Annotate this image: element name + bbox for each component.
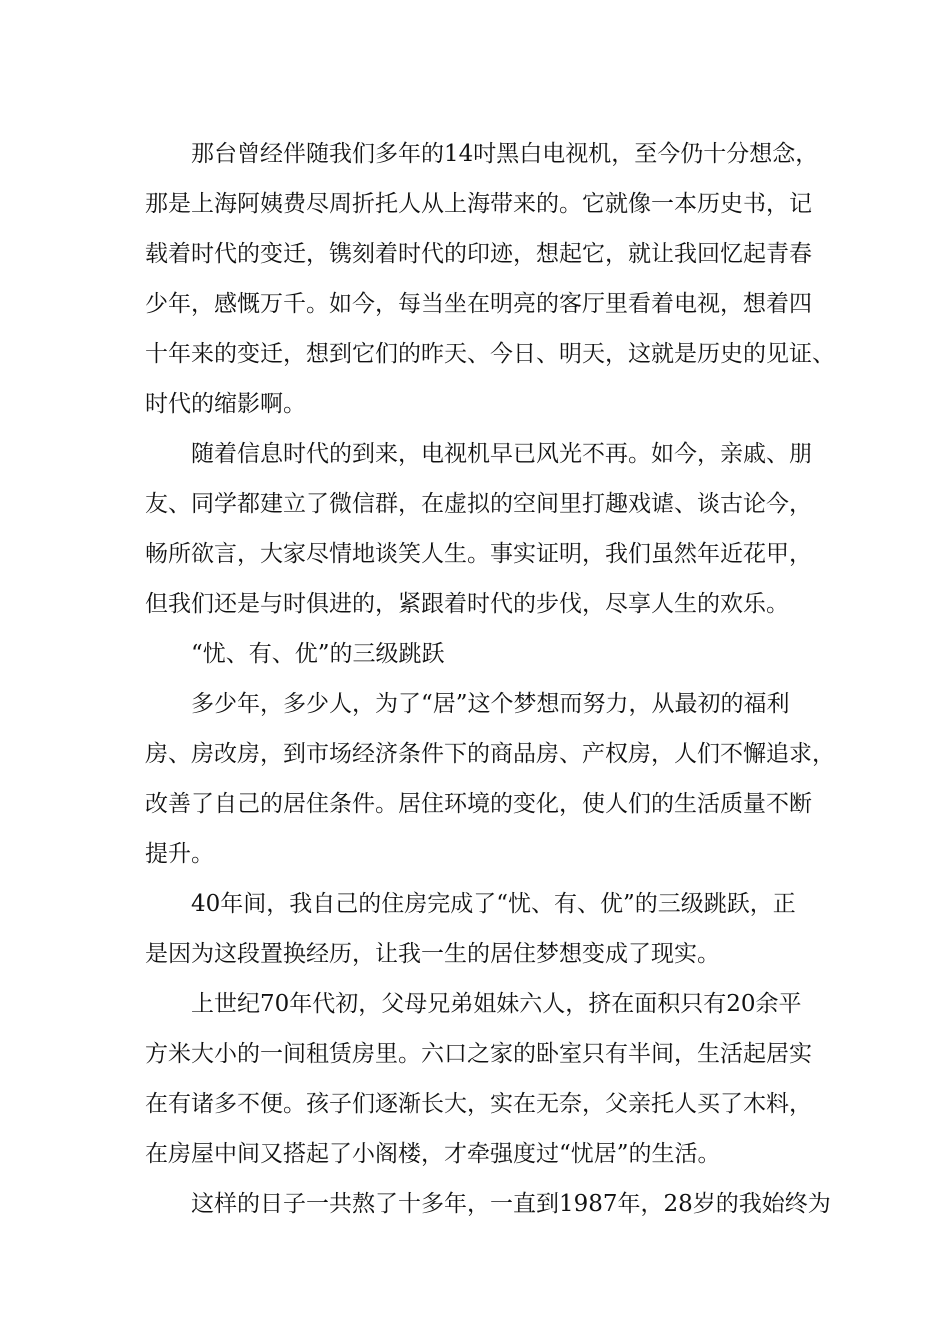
text-line: 但我们还是与时俱进的，紧跟着时代的步伐，尽享人生的欢乐。 [145, 591, 789, 617]
paragraph [145, 679, 835, 879]
text-line: 40年间，我自己的住房完成了“忧、有、优”的三级跳跃，正 [191, 891, 796, 917]
text-line: 是因为这段置换经历，让我一生的居住梦想变成了现实。 [145, 941, 720, 967]
text-line: 那台曾经伴随我们多年的14吋黑白电视机，至今仍十分想念， [191, 141, 819, 167]
section-heading [145, 629, 835, 679]
text-line: 这样的日子一共熬了十多年，一直到1987年，28岁的我始终为 [191, 1191, 831, 1217]
paragraph [145, 129, 835, 429]
text-line: 改善了自己的居住条件。居住环境的变化，使人们的生活质量不断 [145, 791, 812, 817]
paragraph [145, 1179, 835, 1229]
text-line: 方米大小的一间租赁房里。六口之家的卧室只有半间，生活起居实 [145, 1041, 812, 1067]
text-line: 少年，感慨万千。如今，每当坐在明亮的客厅里看着电视，想着四 [145, 291, 812, 317]
text-line: 友、同学都建立了微信群，在虚拟的空间里打趣戏谑、谈古论今， [145, 491, 812, 517]
paragraph [145, 429, 835, 629]
text-line: 房、房改房，到市场经济条件下的商品房、产权房，人们不懈追求， [145, 741, 835, 767]
paragraph [145, 979, 835, 1179]
paragraph [145, 879, 835, 979]
text-line: 十年来的变迁，想到它们的昨天、今日、明天，这就是历史的见证、 [145, 341, 835, 367]
text-line: 在房屋中间又搭起了小阁楼，才牵强度过“忧居”的生活。 [145, 1141, 721, 1167]
text-line: 上世纪70年代初，父母兄弟姐妹六人，挤在面积只有20余平 [191, 991, 802, 1017]
article-body [145, 129, 835, 1229]
text-line: 载着时代的变迁，镌刻着时代的印迹，想起它，就让我回忆起青春 [145, 241, 812, 267]
text-line: 在有诸多不便。孩子们逐渐长大，实在无奈，父亲托人买了木料， [145, 1091, 812, 1117]
text-line: 畅所欲言，大家尽情地谈笑人生。事实证明，我们虽然年近花甲， [145, 541, 812, 567]
text-line: 时代的缩影啊。 [145, 391, 306, 417]
text-line: 提升。 [145, 841, 214, 867]
text-line: 多少年，多少人，为了“居”这个梦想而努力，从最初的福利 [191, 691, 790, 717]
heading-line: “忧、有、优”的三级跳跃 [191, 641, 445, 667]
text-line: 随着信息时代的到来，电视机早已风光不再。如今，亲戚、朋 [191, 441, 812, 467]
text-line: 那是上海阿姨费尽周折托人从上海带来的。它就像一本历史书，记 [145, 191, 812, 217]
